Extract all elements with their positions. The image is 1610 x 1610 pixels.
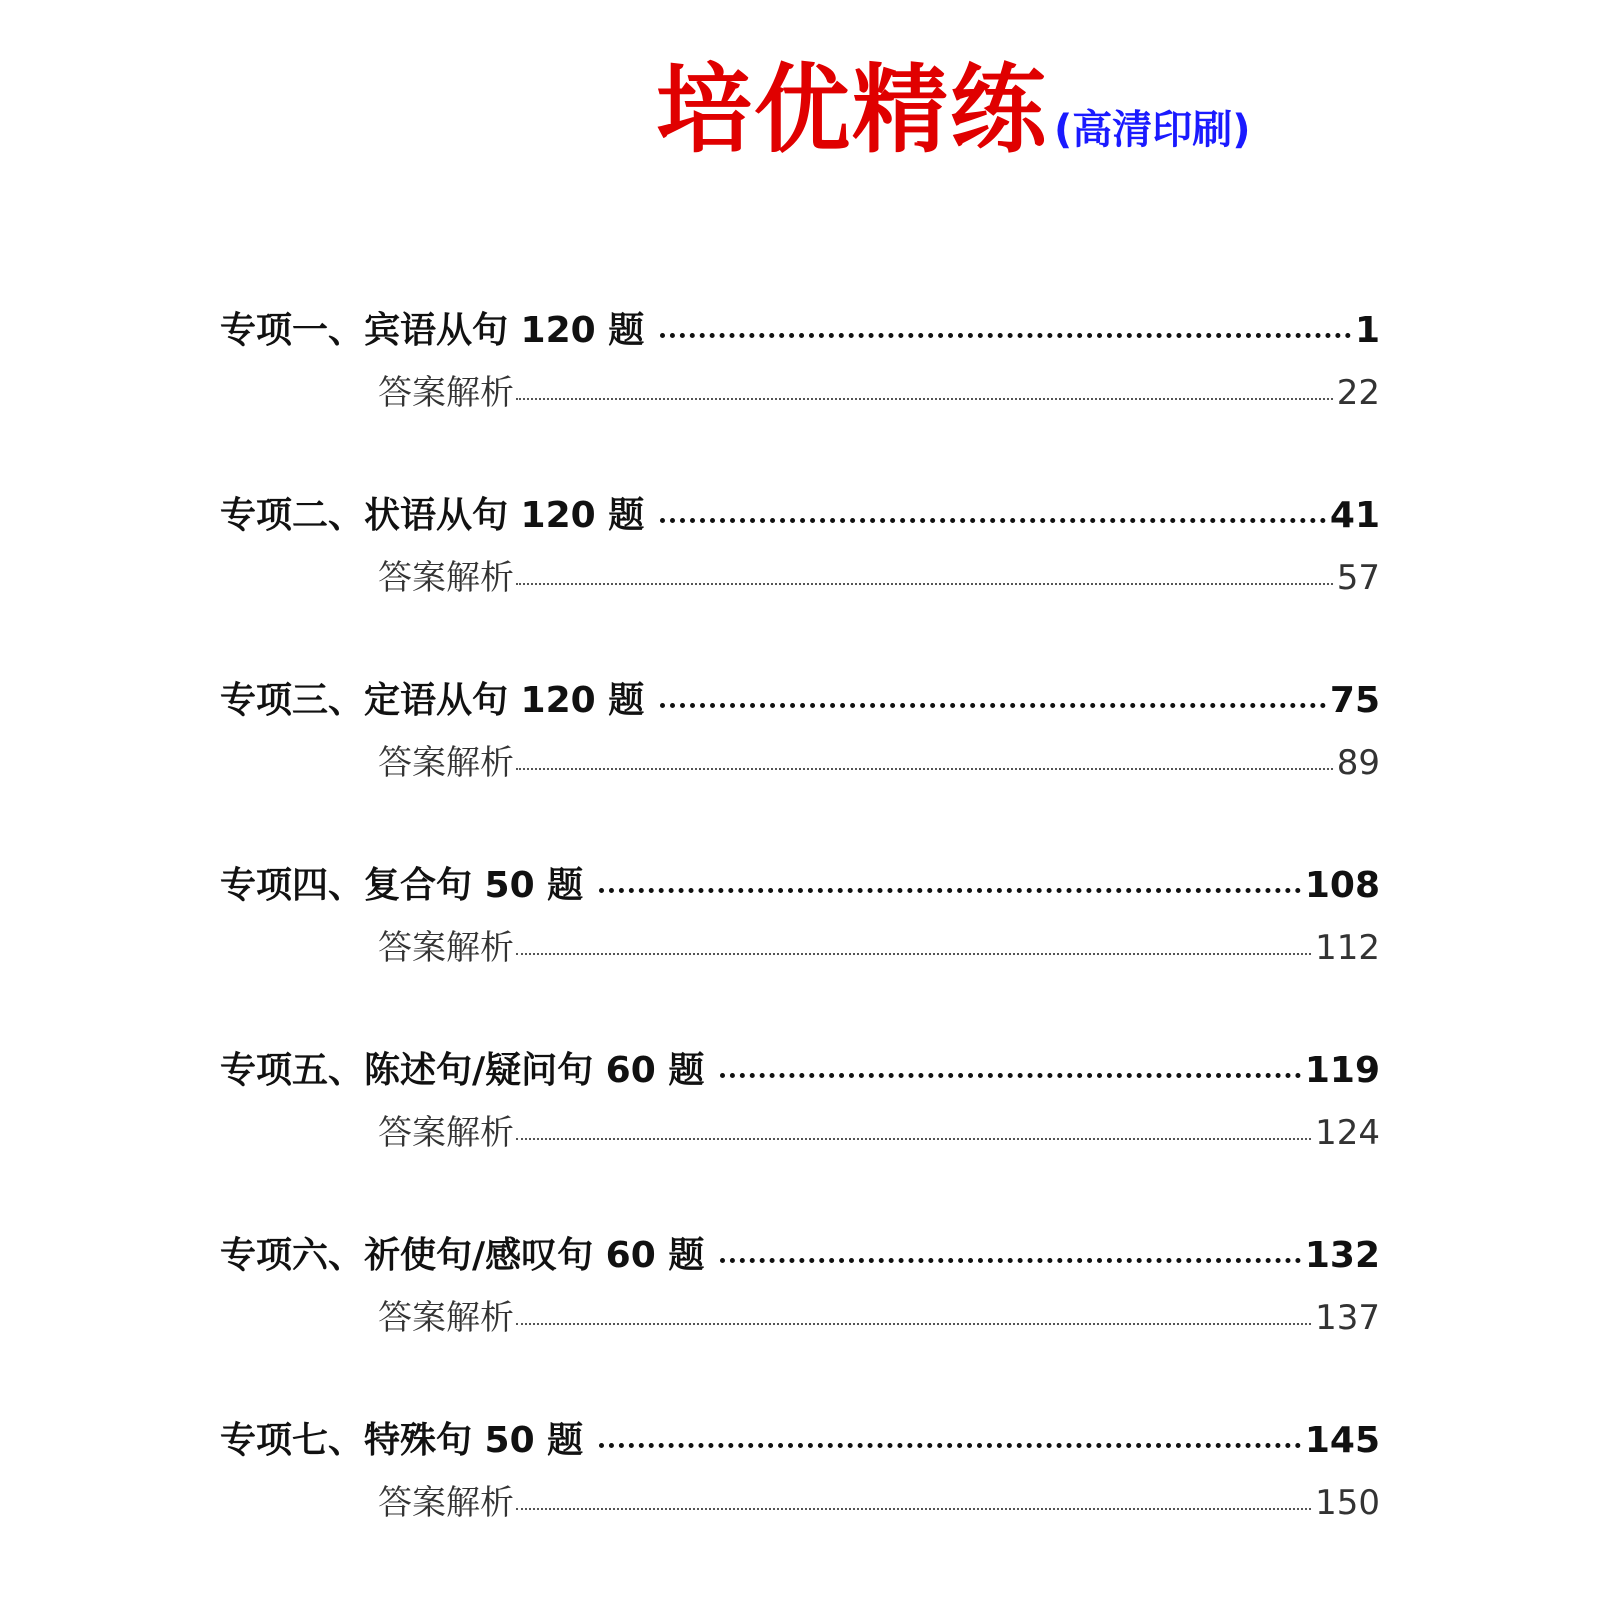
toc-answer-label: 答案解析: [378, 373, 514, 413]
toc-entry-label: 专项二、状语从句 120 题: [220, 495, 645, 536]
toc-answer-entry[interactable]: [220, 1472, 1380, 1534]
dot-leader: [516, 397, 1333, 400]
dot-leader: [516, 582, 1333, 585]
table-of-contents: [220, 300, 1380, 1595]
toc-section: [220, 1410, 1380, 1595]
toc-entry[interactable]: [220, 300, 1380, 362]
toc-answer-page: 57: [1336, 558, 1380, 598]
dot-leader: [516, 1137, 1311, 1140]
toc-entry-page: 145: [1304, 1420, 1380, 1461]
toc-answer-entry[interactable]: [220, 547, 1380, 609]
toc-section: [220, 855, 1380, 1040]
dot-leader: [516, 1322, 1311, 1325]
toc-answer-label: 答案解析: [378, 928, 514, 968]
toc-answer-entry[interactable]: [220, 917, 1380, 979]
toc-answer-page: 112: [1315, 928, 1380, 968]
dot-leader: [516, 767, 1333, 770]
toc-answer-entry[interactable]: [220, 1102, 1380, 1164]
toc-entry[interactable]: [220, 670, 1380, 732]
dot-leader: [599, 1442, 1301, 1448]
toc-entry-page: 41: [1329, 495, 1380, 536]
toc-answer-entry[interactable]: [220, 1287, 1380, 1349]
page-subtitle: (高清印刷): [1054, 107, 1251, 153]
toc-entry-label: 专项三、定语从句 120 题: [220, 680, 645, 721]
toc-entry-label: 专项六、祈使句/感叹句 60 题: [220, 1235, 705, 1276]
toc-answer-page: 150: [1315, 1483, 1380, 1523]
toc-answer-page: 89: [1336, 743, 1380, 783]
dot-leader: [516, 1507, 1311, 1510]
toc-answer-page: 137: [1315, 1298, 1380, 1338]
toc-answer-entry[interactable]: [220, 362, 1380, 424]
toc-answer-page: 22: [1336, 373, 1380, 413]
toc-answer-page: 124: [1315, 1113, 1380, 1153]
toc-entry-label: 专项七、特殊句 50 题: [220, 1420, 584, 1461]
toc-entry-page: 108: [1304, 865, 1380, 906]
toc-entry-page: 1: [1354, 310, 1380, 351]
toc-section: [220, 1040, 1380, 1225]
toc-entry[interactable]: [220, 855, 1380, 917]
dot-leader: [660, 702, 1326, 708]
toc-answer-label: 答案解析: [378, 1298, 514, 1338]
dot-leader: [660, 332, 1351, 338]
toc-entry-page: 119: [1304, 1050, 1380, 1091]
toc-entry-label: 专项五、陈述句/疑问句 60 题: [220, 1050, 705, 1091]
page-title: 培优精练: [656, 54, 1048, 166]
toc-entry[interactable]: [220, 1410, 1380, 1472]
toc-section: [220, 485, 1380, 670]
page-header: [656, 54, 1251, 166]
dot-leader: [720, 1072, 1301, 1078]
toc-answer-label: 答案解析: [378, 558, 514, 598]
toc-entry-label: 专项一、宾语从句 120 题: [220, 310, 645, 351]
toc-answer-label: 答案解析: [378, 743, 514, 783]
toc-entry-page: 132: [1304, 1235, 1380, 1276]
toc-entry[interactable]: [220, 1225, 1380, 1287]
dot-leader: [599, 887, 1301, 893]
toc-answer-label: 答案解析: [378, 1113, 514, 1153]
toc-answer-label: 答案解析: [378, 1483, 514, 1523]
toc-section: [220, 300, 1380, 485]
toc-entry[interactable]: [220, 1040, 1380, 1102]
toc-section: [220, 1225, 1380, 1410]
dot-leader: [516, 952, 1311, 955]
toc-entry[interactable]: [220, 485, 1380, 547]
dot-leader: [720, 1257, 1301, 1263]
toc-entry-page: 75: [1329, 680, 1380, 721]
toc-answer-entry[interactable]: [220, 732, 1380, 794]
toc-entry-label: 专项四、复合句 50 题: [220, 865, 584, 906]
toc-section: [220, 670, 1380, 855]
dot-leader: [660, 517, 1326, 523]
